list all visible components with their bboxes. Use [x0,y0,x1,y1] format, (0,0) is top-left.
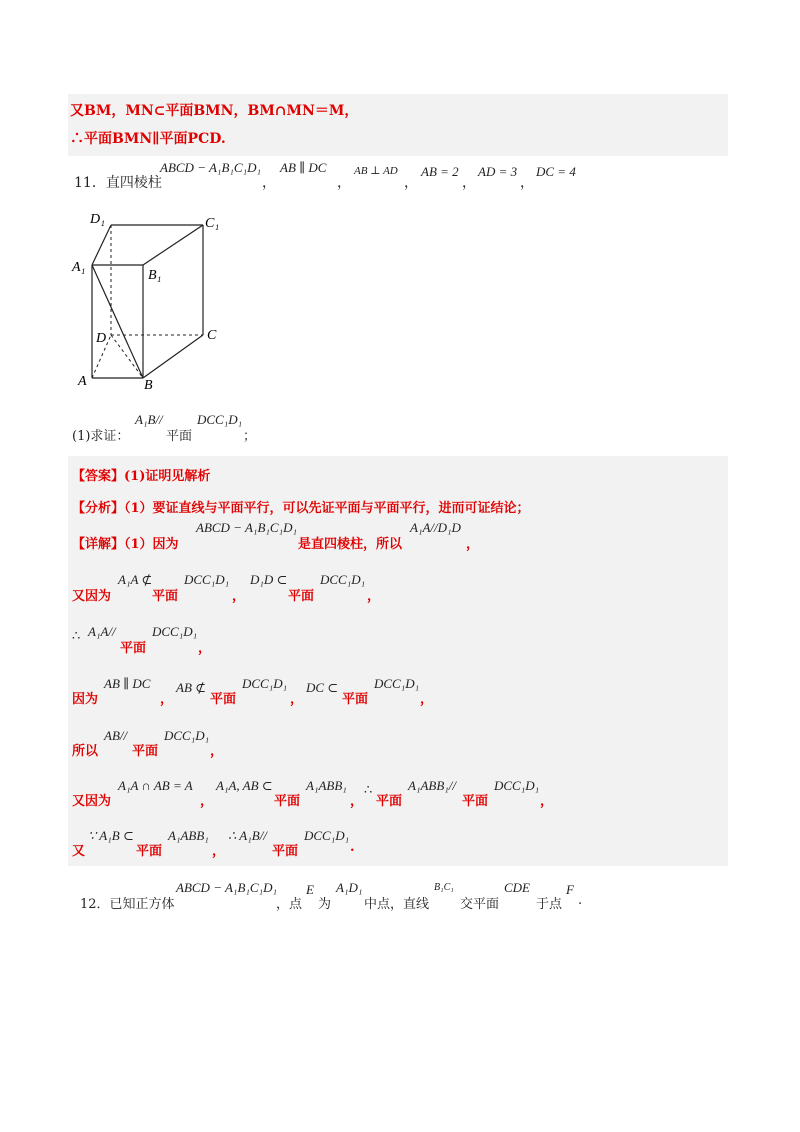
analysis-text: 【分析】（1）要证直线与平面平行，可以先证平面与平面平行，进而可证结论； [72,501,530,516]
l5-ab-parallel: AB// [104,728,128,743]
l6-plane-3: 平面 [462,794,489,809]
detail-prism-expr: ABCD − A₁B₁C₁D₁ [196,520,297,535]
l4-comma-3: ， [420,692,434,707]
l4-dcc1d1-1: DCC₁D₁ [242,676,288,691]
l7-intro: 又 [72,844,86,859]
l5-comma: ， [210,744,224,759]
l6-therefore: ∴ [364,782,373,797]
l6-comma-2: ， [350,794,364,809]
q12-prefix: 12．已知正方体 [80,897,175,912]
label-c: C [207,328,217,343]
l6-comma-3: ， [540,794,554,809]
l3-dcc1d1: DCC₁D₁ [152,624,198,639]
l7-comma: ， [212,844,226,859]
l4-plane-2: 平面 [342,692,369,707]
l7-a1abb1: A₁ABB₁ [168,828,209,843]
l5-intro: 所以 [72,744,99,759]
l3-therefore: ∴ [72,628,81,643]
q12-cube-expr: ABCD − A₁B₁C₁D₁ [176,880,277,895]
detail-a1a-d1d: A₁A//D₁D [410,520,461,535]
l6-intro: 又因为 [72,794,112,809]
q11-prefix: 11．直四棱柱 [74,175,162,191]
l4-comma-2: ， [290,692,304,707]
label-b: B [144,378,153,393]
l6-plane-2: 平面 [376,794,403,809]
q11-comma: ， [404,175,418,191]
l7-therefore: ∴ A₁B// [228,828,267,843]
l7-dcc1d1: DCC₁D₁ [304,828,350,843]
q12-a1d1: A₁D₁ [336,880,363,895]
q11-part1-prefix: (1)求证： [72,429,130,444]
l6-dcc1d1: DCC₁D₁ [494,778,540,793]
l4-dc-sub: DC ⊂ [306,680,339,695]
l6-a1a-ab-sub: A₁A, AB ⊂ [216,778,273,793]
q11-comma: ， [337,175,351,191]
q12-point-e: E [306,882,314,897]
detail-mid: 是直四棱柱，所以 [298,537,403,552]
q12-cde: CDE [504,880,530,895]
label-a: A [78,374,87,389]
l2-dcc1d1-2: DCC₁D₁ [320,572,366,587]
l2-plane-2: 平面 [288,589,315,604]
l5-plane: 平面 [132,744,159,759]
q11-perp-expr: AB ⊥ AD [354,165,398,177]
l6-a1abb1-1: A₁ABB₁ [306,778,347,793]
edge-b-c [143,335,203,378]
prism-figure [70,205,230,395]
l7-plane-2: 平面 [272,844,299,859]
l2-dcc1d1-1: DCC₁D₁ [184,572,230,587]
q11-prism-expr: ABCD − A₁B₁C₁D₁ [160,160,261,175]
q12-text-6: . [578,893,583,908]
q11-comma: ， [520,175,534,191]
label-b1: B₁ [148,268,162,283]
q12-text-2: 为 [318,897,332,912]
q11-part1-plane: 平面 [166,429,193,444]
q11-comma: ， [462,175,476,191]
label-d1: D₁ [90,212,105,227]
q11-part1-suffix: ； [243,429,257,444]
l2-plane-1: 平面 [152,589,179,604]
l4-ab-parallel-dc: AB ∥ DC [104,676,151,691]
q11-part1-expr-a: A₁B// [135,412,163,427]
q11-comma: ， [262,175,276,191]
q12-text-5: 于点 [536,897,563,912]
l6-intersection: A₁A ∩ AB = A [118,778,193,793]
l4-dcc1d1-2: DCC₁D₁ [374,676,420,691]
l5-dcc1d1: DCC₁D₁ [164,728,210,743]
l6-plane-1: 平面 [274,794,301,809]
l7-plane-1: 平面 [136,844,163,859]
edge-a1-d1 [92,225,111,265]
q11-parallel-expr: AB ∥ DC [280,160,327,175]
edge-b1-c1 [143,225,203,265]
l7-period: . [350,840,355,855]
label-a1: A₁ [72,260,86,275]
l6-comma-1: ， [200,794,214,809]
l2-comma-1: ， [232,589,246,604]
q11-part1-expr-b: DCC₁D₁ [197,412,243,427]
l2-a1a-notsub: A₁A ⊄ [118,572,153,587]
label-d: D [96,331,107,346]
q12-text-3: 中点，直线 [364,897,430,912]
l3-comma: ， [198,641,212,656]
l4-plane-1: 平面 [210,692,237,707]
detail-label: 【详解】（1）因为 [72,537,179,552]
l4-comma-1: ， [160,692,174,707]
q11-ab-value: AB = 2 [421,164,459,179]
q11-dc-value: DC = 4 [536,164,576,179]
answer-label: 【答案】(1)证明见解析 [72,469,211,484]
q12-b1c1: B₁C₁ [434,882,454,893]
l7-because: ∵ A₁B ⊂ [88,828,134,843]
detail-comma: ， [466,537,480,552]
l4-ab-notsub: AB ⊄ [176,680,207,695]
l4-intro: 因为 [72,692,99,707]
l6-a1abb1-parallel: A₁ABB₁// [408,778,457,793]
q12-text-4: 交平面 [460,897,500,912]
label-c1: C₁ [205,216,220,231]
l2-intro: 又因为 [72,589,112,604]
q11-ad-value: AD = 3 [478,164,518,179]
l3-a1a-parallel: A₁A// [88,624,116,639]
top-line-2: ∴平面BMN∥平面PCD. [70,131,226,147]
q12-text-1: ，点 [276,897,303,912]
q12-point-f: F [566,882,574,897]
l3-plane: 平面 [120,641,147,656]
l2-comma-2: ， [367,589,381,604]
top-line-1: 又BM，MN⊂平面BMN，BM∩MN＝M， [70,103,359,119]
l2-d1d-sub: D₁D ⊂ [250,572,288,587]
